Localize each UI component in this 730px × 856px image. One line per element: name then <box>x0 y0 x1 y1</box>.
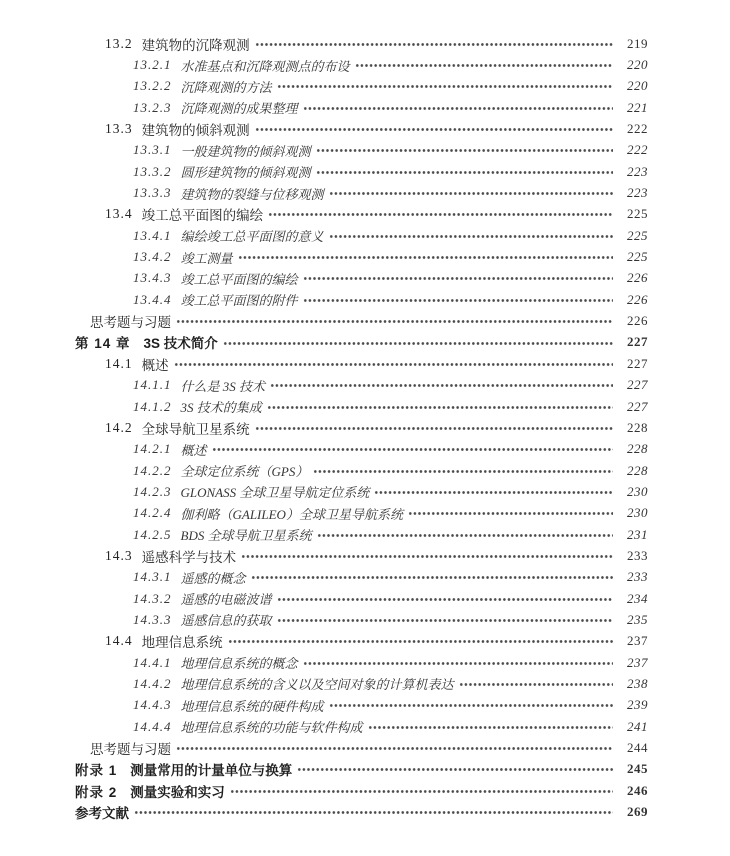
toc-entry-number: 14.1 <box>105 355 133 371</box>
toc-entry-page: 241 <box>627 718 648 734</box>
toc-entry <box>75 481 648 502</box>
toc-entry-page: 226 <box>627 270 648 286</box>
dot-leader <box>316 161 613 182</box>
toc-entry-title: 编绘竣工总平面图的意义 <box>180 229 324 245</box>
dot-leader <box>317 524 613 545</box>
toc-entry <box>75 161 648 182</box>
dot-leader <box>329 695 613 716</box>
toc-entry <box>75 524 648 545</box>
toc-entry-number: 13.3 <box>105 121 133 137</box>
dot-leader <box>255 417 613 438</box>
toc-entry-title: 测量实验和实习 <box>130 784 225 800</box>
toc-entry <box>75 353 648 374</box>
toc-entry-title: 思考题与习题 <box>90 742 171 758</box>
toc-entry <box>75 737 648 758</box>
dot-leader <box>459 673 613 694</box>
toc-entry-page: 228 <box>627 419 648 435</box>
toc-entry-title: 建筑物的裂缝与位移观测 <box>180 186 324 202</box>
toc-entry-title: 3S 技术的集成 <box>180 400 262 416</box>
toc-entry-number: 14.3.1 <box>133 569 172 585</box>
toc-entry-title: 全球定位系统（GPS） <box>180 464 309 480</box>
toc-entry-page: 237 <box>627 654 648 670</box>
toc-entry <box>75 118 648 139</box>
dot-leader <box>368 716 613 737</box>
dot-leader <box>277 609 613 630</box>
toc-entry-number: 14.2.1 <box>133 441 172 457</box>
toc-entry-title: 测量常用的计量单位与换算 <box>130 763 293 779</box>
toc-entry <box>75 609 648 630</box>
toc-entry-number: 13.4.3 <box>133 270 172 286</box>
toc-entry <box>75 396 648 417</box>
dot-leader <box>270 375 613 396</box>
dot-leader <box>313 460 613 481</box>
toc-entry-page: 233 <box>627 547 648 563</box>
dot-leader <box>174 353 613 374</box>
toc-entry-title: GLONASS 全球卫星导航定位系统 <box>180 485 370 501</box>
toc-entry <box>75 567 648 588</box>
toc-entry-number: 14.4.2 <box>133 675 172 691</box>
dot-leader <box>277 588 613 609</box>
toc-entry <box>75 460 648 481</box>
toc-entry-title: BDS 全球导航卫星系统 <box>180 528 312 544</box>
toc-entry-number: 13.4.2 <box>133 249 172 265</box>
dot-leader <box>134 801 613 822</box>
toc-entry-number: 13.4 <box>105 206 133 222</box>
toc-entry-page: 222 <box>627 142 648 158</box>
toc-entry-page: 245 <box>627 761 648 777</box>
toc-entry <box>75 140 648 161</box>
dot-leader <box>212 439 613 460</box>
toc-entry <box>75 289 648 310</box>
toc-entry-page: 227 <box>627 355 648 371</box>
toc-entry <box>75 204 648 225</box>
toc-entry-page: 239 <box>627 697 648 713</box>
toc-entry <box>75 54 648 75</box>
toc-entry <box>75 375 648 396</box>
toc-entry-title: 3S 技术简介 <box>143 336 218 352</box>
dot-leader <box>230 780 613 801</box>
dot-leader <box>238 246 613 267</box>
toc-entry-title: 沉降观测的方法 <box>180 79 272 95</box>
dot-leader <box>176 310 613 331</box>
toc-entry-page: 219 <box>627 35 648 51</box>
toc-entry-number: 13.3.3 <box>133 185 172 201</box>
toc-entry <box>75 759 648 780</box>
toc-entry <box>75 716 648 737</box>
toc-entry-number: 第 14 章 <box>75 336 131 352</box>
toc-entry-number: 14.4 <box>105 633 133 649</box>
dot-leader <box>223 332 613 353</box>
toc-entry-title: 遥感科学与技术 <box>141 549 237 565</box>
toc-entry-title: 地理信息系统的硬件构成 <box>180 698 324 714</box>
toc-entry-number: 14.3.3 <box>133 611 172 627</box>
toc-entry-title: 圆形建筑物的倾斜观测 <box>180 165 311 181</box>
toc-entry-page: 233 <box>627 569 648 585</box>
toc-entry-title: 伽利略（GALILEO）全球卫星导航系统 <box>180 506 403 522</box>
toc-entry-page: 220 <box>627 78 648 94</box>
toc-entry-title: 建筑物的沉降观测 <box>141 37 250 53</box>
dot-leader <box>374 481 613 502</box>
dot-leader <box>268 204 613 225</box>
dot-leader <box>255 118 613 139</box>
toc-entry <box>75 545 648 566</box>
toc-entry <box>75 780 648 801</box>
toc-entry-title: 沉降观测的成果整理 <box>180 101 298 117</box>
toc-entry-page: 223 <box>627 185 648 201</box>
toc-list <box>75 33 648 823</box>
toc-entry-title: 竣工总平面图的附件 <box>180 293 298 309</box>
toc-entry-number: 14.3 <box>105 547 133 563</box>
toc-entry <box>75 652 648 673</box>
toc-entry-number: 13.2.1 <box>133 57 172 73</box>
toc-entry-title: 遥感的概念 <box>180 570 246 586</box>
toc-entry <box>75 332 648 353</box>
toc-entry-number: 14.2.2 <box>133 462 172 478</box>
toc-entry-page: 227 <box>627 398 648 414</box>
toc-entry <box>75 417 648 438</box>
toc-entry <box>75 673 648 694</box>
toc-entry <box>75 268 648 289</box>
toc-entry-number: 附录 2 <box>75 784 118 800</box>
toc-entry-number: 14.4.3 <box>133 697 172 713</box>
toc-entry-page: 225 <box>627 249 648 265</box>
toc-entry-page: 221 <box>627 99 648 115</box>
dot-leader <box>241 545 613 566</box>
dot-leader <box>267 396 613 417</box>
toc-entry-title: 建筑物的倾斜观测 <box>141 123 250 139</box>
toc-entry-page: 220 <box>627 57 648 73</box>
toc-entry-title: 什么是 3S 技术 <box>180 378 266 394</box>
dot-leader <box>303 268 613 289</box>
toc-entry-page: 237 <box>627 633 648 649</box>
toc-entry-title: 竣工总平面图的编绘 <box>141 208 264 224</box>
toc-entry-page: 238 <box>627 675 648 691</box>
toc-entry <box>75 246 648 267</box>
toc-entry-page: 226 <box>627 313 648 329</box>
toc-entry-title: 地理信息系统的含义以及空间对象的计算机表达 <box>180 677 454 693</box>
toc-entry-page: 246 <box>627 782 648 798</box>
toc-entry-page: 230 <box>627 505 648 521</box>
toc-entry-title: 遥感信息的获取 <box>180 613 272 629</box>
toc-entry-title: 思考题与习题 <box>90 315 171 331</box>
toc-entry <box>75 225 648 246</box>
toc-entry <box>75 439 648 460</box>
toc-entry-number: 14.2 <box>105 419 133 435</box>
dot-leader <box>277 76 613 97</box>
toc-entry-page: 269 <box>627 804 648 820</box>
toc-entry <box>75 695 648 716</box>
dot-leader <box>251 567 613 588</box>
toc-entry-title: 地理信息系统的概念 <box>180 656 298 672</box>
toc-entry-number: 13.4.1 <box>133 227 172 243</box>
toc-entry-number: 14.1.1 <box>133 377 172 393</box>
dot-leader <box>355 54 613 75</box>
toc-entry-page: 228 <box>627 441 648 457</box>
toc-entry-page: 222 <box>627 121 648 137</box>
toc-entry <box>75 76 648 97</box>
toc-entry-number: 13.3.2 <box>133 163 172 179</box>
toc-entry-title: 参考文献 <box>75 806 129 822</box>
toc-entry-title: 概述 <box>141 357 169 373</box>
dot-leader <box>297 759 613 780</box>
toc-entry-page: 231 <box>627 526 648 542</box>
toc-entry-number: 14.4.1 <box>133 654 172 670</box>
toc-entry-number: 附录 1 <box>75 763 118 779</box>
toc-entry-number: 14.2.3 <box>133 483 172 499</box>
dot-leader <box>303 652 613 673</box>
toc-entry-title: 全球导航卫星系统 <box>141 421 250 437</box>
dot-leader <box>255 33 613 54</box>
dot-leader <box>303 97 613 118</box>
toc-entry-page: 244 <box>627 740 648 756</box>
toc-entry-number: 13.2.2 <box>133 78 172 94</box>
dot-leader <box>228 631 613 652</box>
toc-entry <box>75 503 648 524</box>
toc-entry-page: 225 <box>627 206 648 222</box>
toc-entry-page: 227 <box>627 377 648 393</box>
toc-entry-number: 14.3.2 <box>133 590 172 606</box>
toc-entry <box>75 33 648 54</box>
toc-entry <box>75 631 648 652</box>
toc-entry-number: 14.2.5 <box>133 526 172 542</box>
toc-entry-page: 223 <box>627 163 648 179</box>
toc-entry-page: 225 <box>627 227 648 243</box>
toc-entry-page: 234 <box>627 590 648 606</box>
toc-entry-title: 竣工测量 <box>180 250 233 266</box>
toc-entry <box>75 588 648 609</box>
toc-entry <box>75 182 648 203</box>
dot-leader <box>176 737 613 758</box>
toc-entry-title: 一般建筑物的倾斜观测 <box>180 143 311 159</box>
dot-leader <box>329 182 613 203</box>
dot-leader <box>408 503 613 524</box>
dot-leader <box>303 289 613 310</box>
toc-entry-number: 13.2 <box>105 35 133 51</box>
toc-entry-number: 13.4.4 <box>133 291 172 307</box>
toc-entry-number: 14.4.4 <box>133 718 172 734</box>
toc-entry-title: 竣工总平面图的编绘 <box>180 271 298 287</box>
toc-entry-number: 13.2.3 <box>133 99 172 115</box>
toc-entry-title: 地理信息系统的功能与软件构成 <box>180 720 363 736</box>
dot-leader <box>329 225 613 246</box>
toc-entry <box>75 801 648 822</box>
toc-entry-title: 遥感的电磁波谱 <box>180 592 272 608</box>
toc-entry-number: 14.2.4 <box>133 505 172 521</box>
toc-entry-number: 14.1.2 <box>133 398 172 414</box>
toc-entry <box>75 310 648 331</box>
toc-entry-page: 227 <box>627 334 648 350</box>
toc-entry-page: 235 <box>627 611 648 627</box>
toc-entry-number: 13.3.1 <box>133 142 172 158</box>
toc-entry-title: 地理信息系统 <box>141 635 223 651</box>
toc-entry-page: 226 <box>627 291 648 307</box>
dot-leader <box>316 140 613 161</box>
toc-entry-title: 水准基点和沉降观测点的布设 <box>180 58 350 74</box>
toc-entry-page: 230 <box>627 483 648 499</box>
toc-entry <box>75 97 648 118</box>
toc-entry-page: 228 <box>627 462 648 478</box>
toc-entry-title: 概述 <box>180 442 207 458</box>
